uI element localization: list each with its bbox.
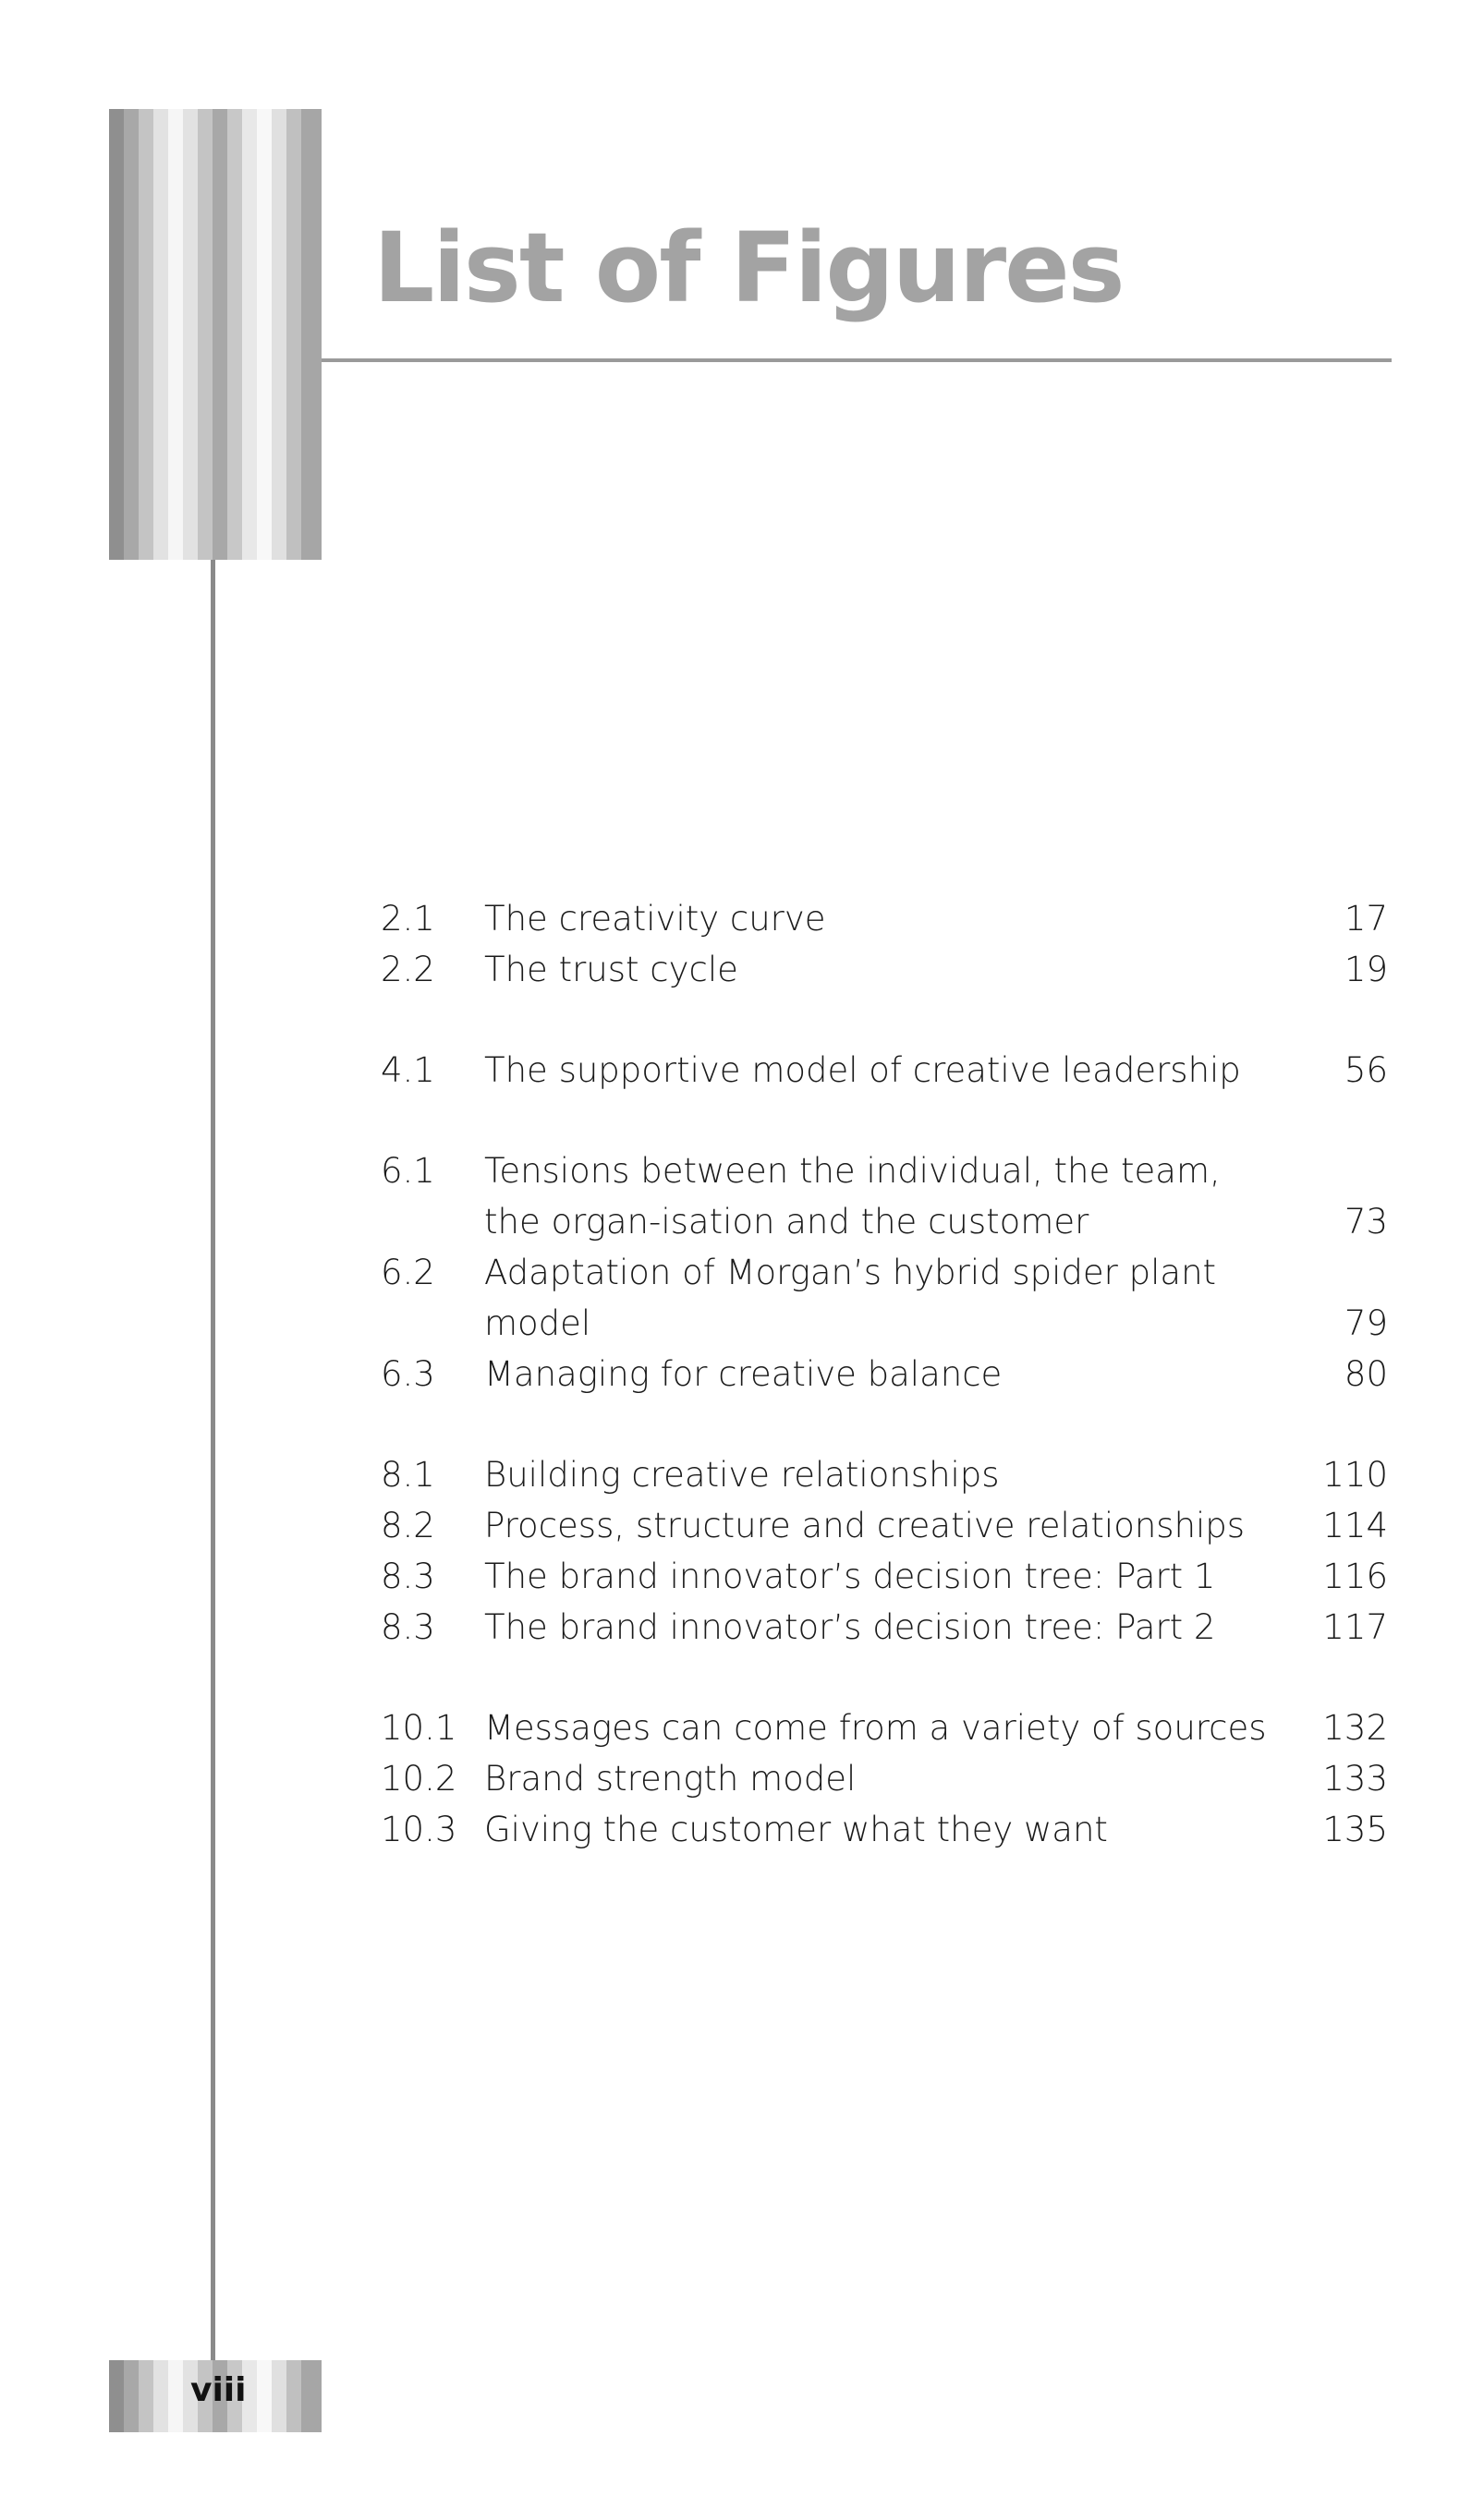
figure-page: 56 [1344,1050,1388,1090]
figure-page: 117 [1322,1607,1388,1647]
page-title: List of Figures [373,212,1124,324]
figure-number: 10.2 [381,1759,457,1799]
figure-page: 135 [1322,1810,1388,1849]
page-number: viii [190,2371,247,2409]
figure-entry [381,1247,1388,1349]
figure-entry [381,1702,1388,1753]
figure-title: Process, structure and creative relationships [484,1506,1246,1545]
figure-number: 2.1 [381,899,435,939]
figure-entry [381,893,1388,944]
figure-title: The creativity curve [484,899,826,939]
figure-number: 4.1 [381,1050,435,1090]
header-stripe-block [109,109,322,560]
figure-entry [381,1349,1388,1399]
figure-entry [381,1602,1388,1653]
figure-page: 73 [1344,1202,1388,1242]
figure-entry [381,1500,1388,1551]
figure-title: Tensions between the individual, the team, the organ-isation and the customer [484,1151,1221,1242]
figure-number: 8.3 [381,1607,435,1647]
figure-page: 79 [1344,1303,1388,1343]
figure-number: 8.3 [381,1557,435,1596]
figure-page: 132 [1322,1708,1388,1748]
figure-entry [381,1449,1388,1500]
figure-title: The supportive model of creative leadership [484,1050,1241,1090]
figure-title: Managing for creative balance [484,1354,1003,1394]
figure-page: 80 [1344,1354,1388,1394]
figure-title: The brand innovator’s decision tree: Part 1 [484,1557,1216,1596]
figure-page: 116 [1322,1557,1388,1596]
figure-number: 2.2 [381,950,435,989]
figure-page: 110 [1322,1455,1388,1495]
figure-list [381,893,1388,1855]
figure-title: The brand innovator’s decision tree: Part 2 [484,1607,1216,1647]
title-rule [322,358,1392,362]
figure-entry [381,944,1388,995]
figure-number: 6.3 [381,1354,435,1394]
figure-title: The trust cycle [484,950,738,989]
figure-title: Messages can come from a variety of sources [484,1708,1267,1748]
figure-number: 10.3 [381,1810,457,1849]
side-rule [211,560,215,2360]
figure-entry [381,1045,1388,1096]
figure-title: Giving the customer what they want [484,1810,1108,1849]
figure-number: 6.2 [381,1253,435,1292]
figure-entry [381,1551,1388,1602]
figure-page: 19 [1344,950,1388,989]
figure-number: 6.1 [381,1151,435,1191]
figure-number: 8.1 [381,1455,435,1495]
figure-title: Adaptation of Morgan’s hybrid spider plant model [484,1253,1217,1343]
figure-title: Building creative relationships [484,1455,1000,1495]
figure-entry [381,1753,1388,1804]
figure-entry [381,1804,1388,1855]
figure-number: 10.1 [381,1708,457,1748]
figure-page: 114 [1322,1506,1388,1545]
figure-title: Brand strength model [484,1759,857,1799]
figure-number: 8.2 [381,1506,435,1545]
figure-page: 133 [1322,1759,1388,1799]
figure-page: 17 [1344,899,1388,939]
figure-entry [381,1145,1388,1247]
